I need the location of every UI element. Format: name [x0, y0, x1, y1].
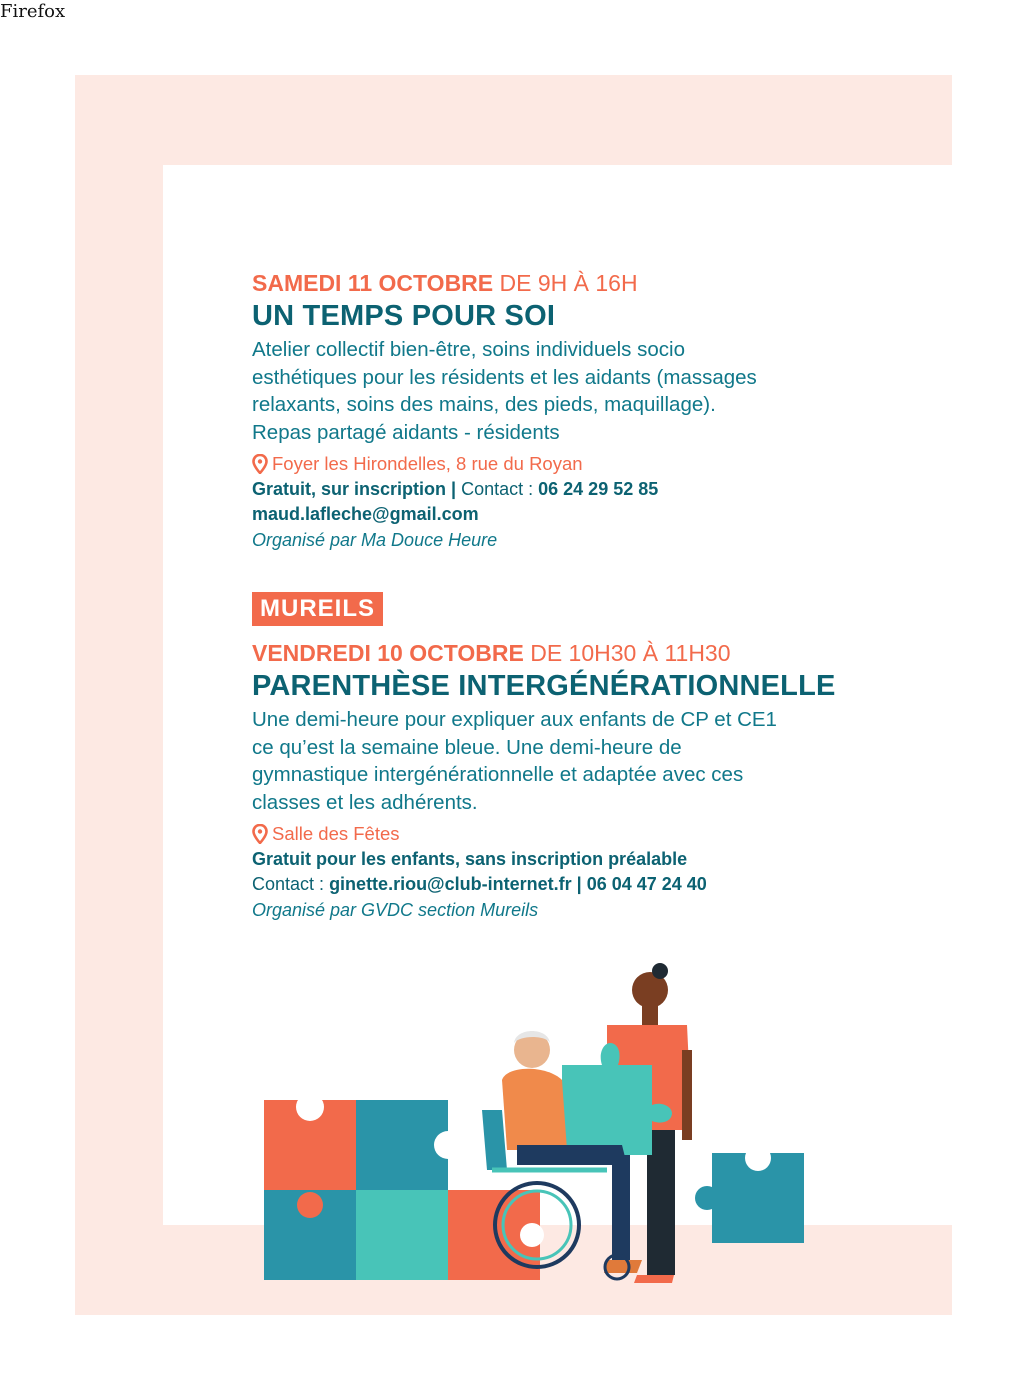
description-line: relaxants, soins des mains, des pieds, maquillage).	[252, 393, 716, 416]
browser-title: Firefox	[0, 1, 66, 22]
event-location	[252, 820, 892, 847]
description-line: Une demi-heure pour expliquer aux enfants de CP et CE1	[252, 708, 777, 731]
event-description	[252, 336, 892, 446]
event-price	[252, 847, 892, 872]
event-location	[252, 450, 892, 477]
location-text: Salle des Fêtes	[272, 823, 400, 844]
poster-content	[252, 268, 892, 924]
phone-number: 06 04 47 24 40	[586, 874, 707, 894]
description-line: classes et les adhérents.	[252, 790, 478, 814]
price-text: Gratuit pour les enfants, sans inscription préalable	[252, 849, 688, 869]
event-date-day: VENDREDI 10 OCTOBRE	[252, 640, 524, 666]
description-line: Atelier collectif bien-être, soins individuels socio	[252, 338, 685, 361]
phone-number: 06 24 29 52 85	[538, 479, 659, 499]
puzzle-people-illustration	[262, 955, 807, 1285]
location-text: Foyer les Hirondelles, 8 rue du Royan	[272, 453, 583, 474]
event-email-line	[252, 502, 892, 527]
event-date	[252, 638, 892, 668]
event-price-contact	[252, 477, 892, 502]
event-title: PARENTHÈSE INTERGÉNÉRATIONNELLE	[252, 670, 836, 702]
description-line: esthétiques pour les résidents et les aidants (massages	[252, 365, 757, 389]
event-samedi	[252, 268, 892, 554]
event-organizer: Organisé par GVDC section Mureils	[252, 900, 539, 920]
description-line: ce qu’est la semaine bleue. Une demi-heure de	[252, 735, 682, 759]
event-contact	[252, 872, 892, 897]
event-date-day: SAMEDI 11 OCTOBRE	[252, 270, 494, 296]
event-date-time: DE 10H30 À 11H30	[530, 640, 731, 666]
event-title: UN TEMPS POUR SOI	[252, 300, 556, 332]
email-link[interactable]: ginette.riou@club-internet.fr	[329, 874, 572, 894]
contact-label: Contact :	[461, 479, 534, 499]
event-vendredi	[252, 638, 892, 924]
town-badge: MUREILS	[252, 592, 383, 626]
location-pin-icon	[252, 824, 268, 844]
event-description	[252, 706, 892, 816]
separator: |	[576, 874, 582, 894]
location-pin-icon	[252, 454, 268, 474]
contact-label: Contact :	[252, 874, 325, 894]
description-line: gymnastique intergénérationnelle et adaptée avec ces	[252, 763, 744, 786]
price-text: Gratuit, sur inscription |	[252, 479, 457, 499]
event-date-time: DE 9H À 16H	[499, 270, 638, 296]
description-line: Repas partagé aidants - résidents	[252, 420, 560, 444]
email-link[interactable]: maud.lafleche@gmail.com	[252, 504, 479, 524]
event-date	[252, 268, 892, 298]
event-organizer: Organisé par Ma Douce Heure	[252, 530, 498, 550]
